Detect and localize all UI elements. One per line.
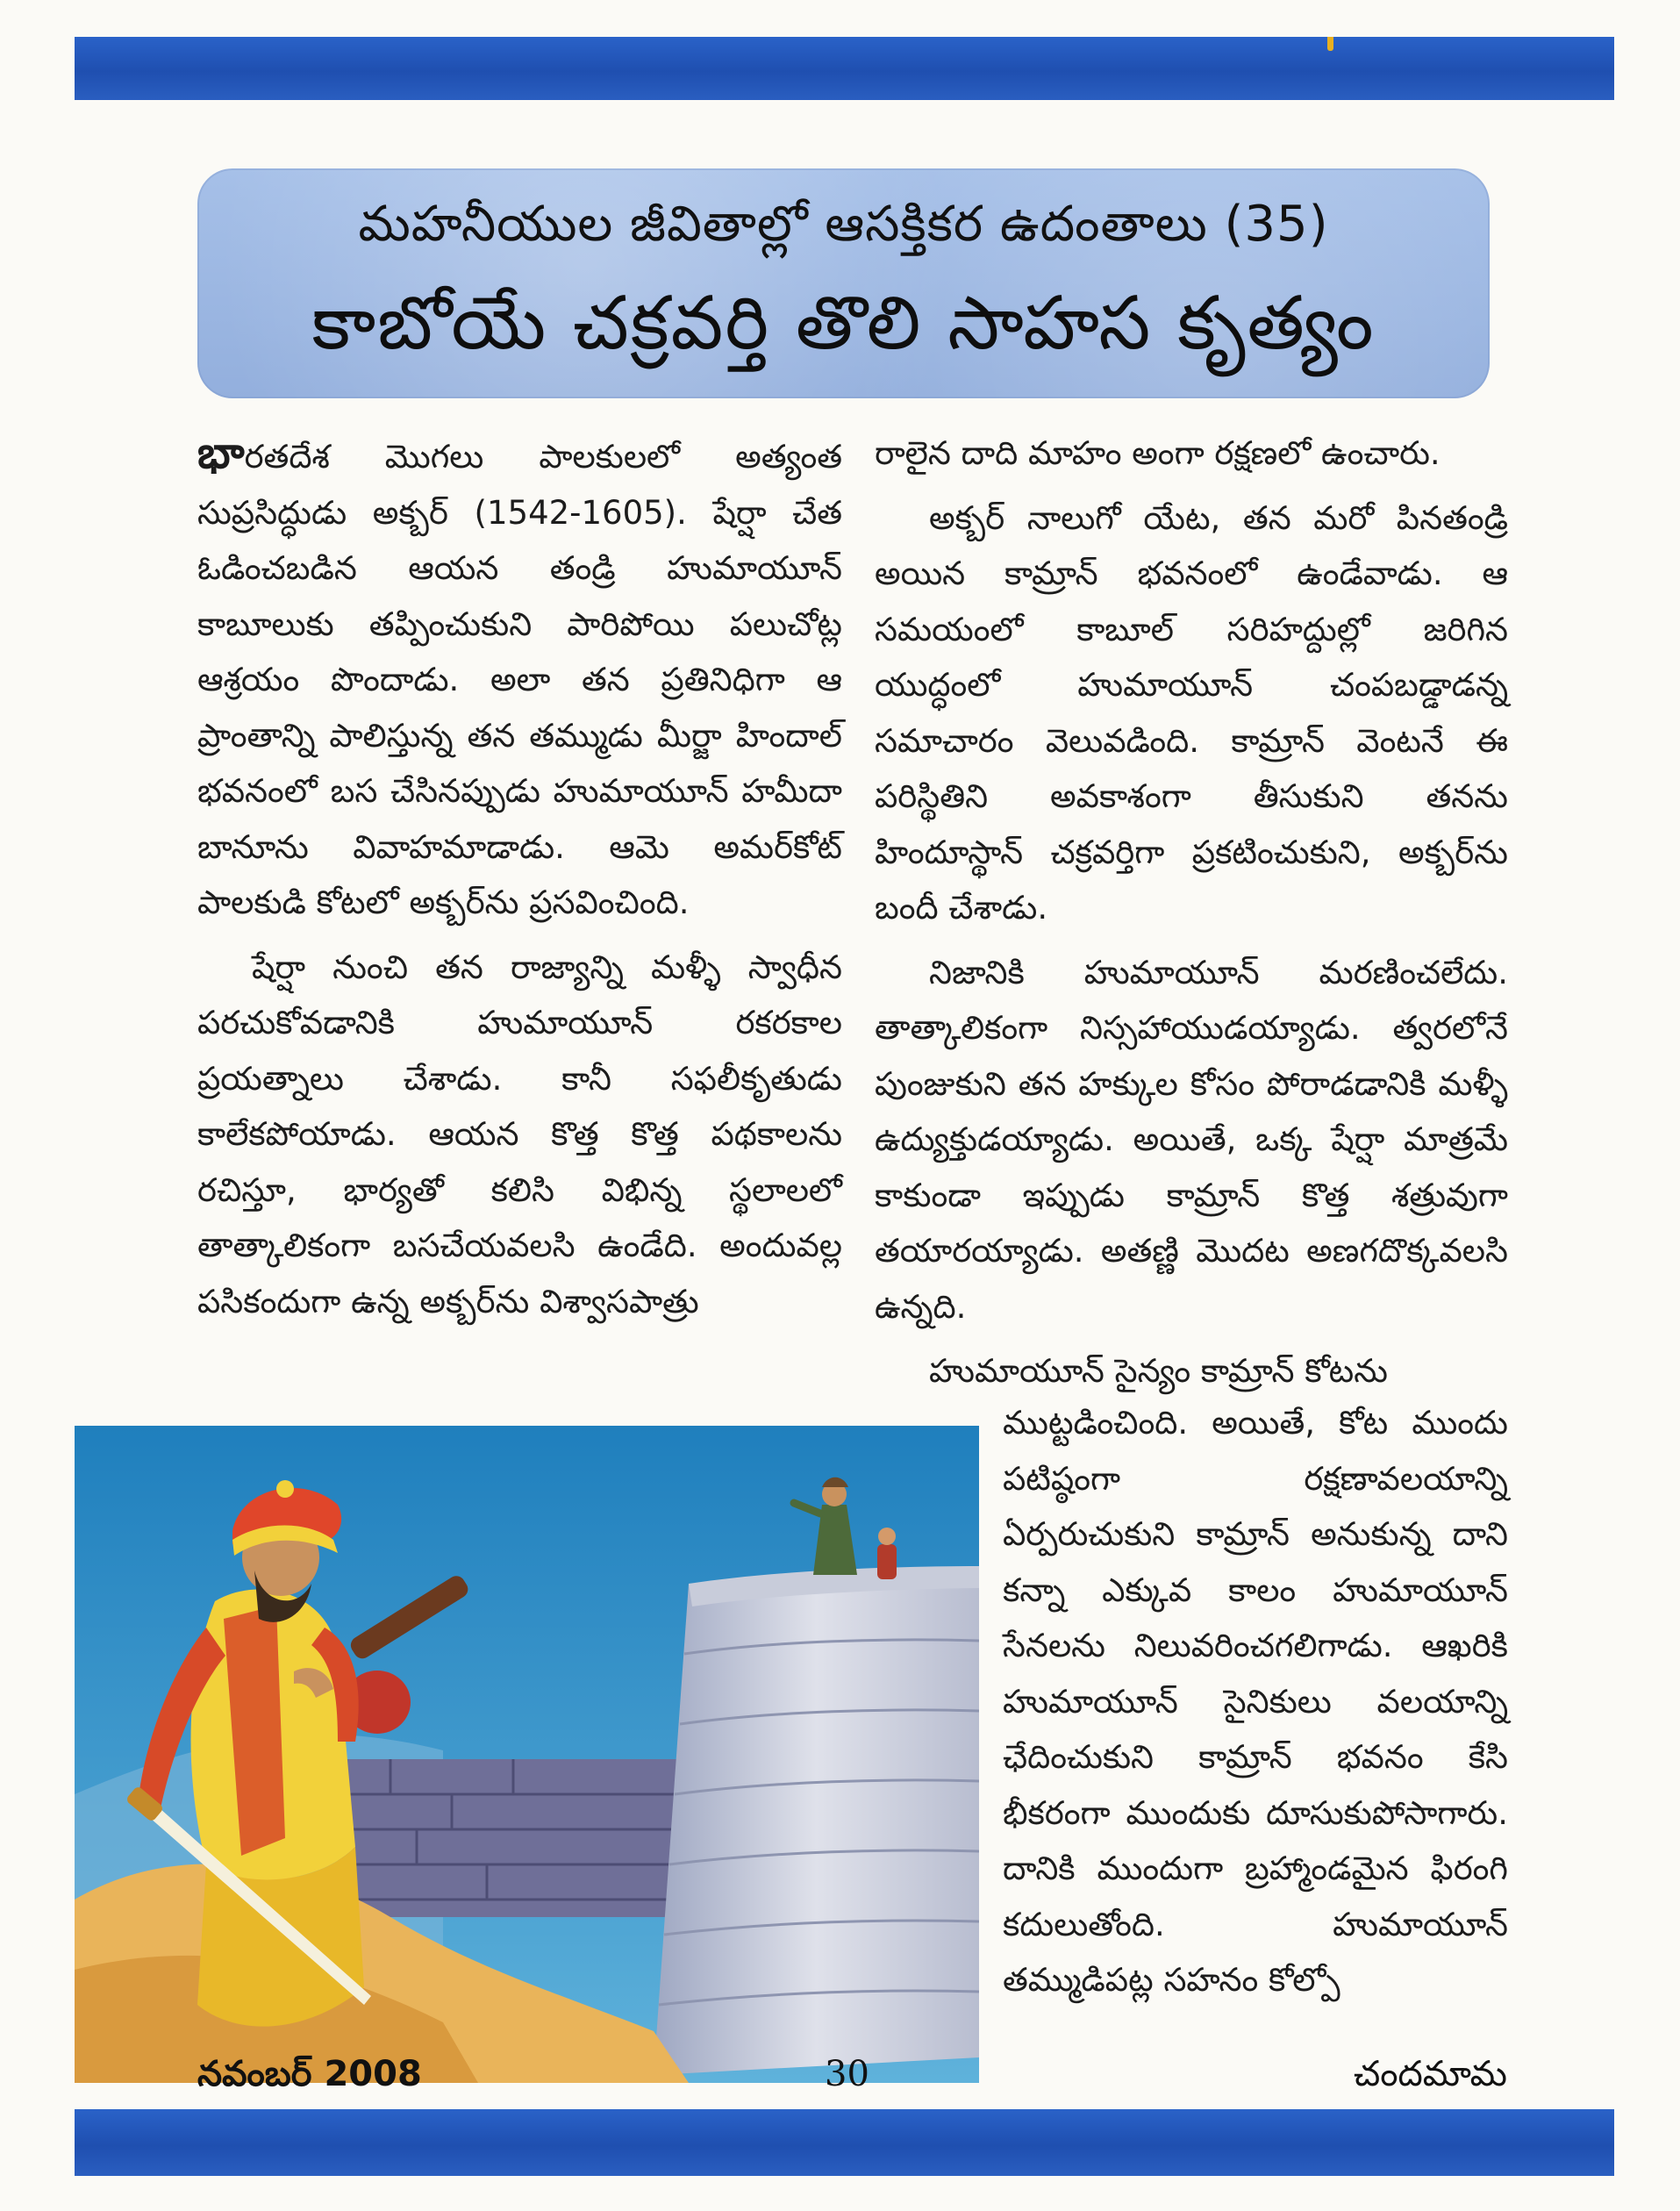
band-accent-mark [1327,37,1333,51]
paragraph: అక్బర్ నాలుగో యేట, తన మరో పినతండ్రి అయిన కామ్రాన్ భవనంలో ఉండేవాడు. ఆ సమయంలో కాబూల్ సరిహద్దుల్లో జరిగిన యుద్ధంలో హుమాయూన్ చంపబడ్డాడన్న సమాచారం వెలువడింది. కామ్రాన్ వెంటనే ఈ పరిస్థితిని అవకాశంగా తీసుకుని తనను హిందూస్థాన్ చక్రవర్తిగా ప్రకటించుకుని, అక్బర్‌ను బందీ చేశాడు. [875,498,1508,927]
fort-wall [338,1759,724,1917]
paragraph: ముట్టడించింది. అయితే, కోట ముందు పటిష్ఠంగా రక్షణావలయాన్ని ఏర్పరుచుకుని కామ్రాన్ అనుకున్న దాని కన్నా ఎక్కువ కాలం హుమాయూన్ సేనలను నిలువరించగలిగాడు. ఆఖరికి హుమాయూన్ సైనికులు వలయాన్ని ఛేదించుకుని కామ్రాన్ భవనం కేసి భీకరంగా ముందుకు దూసుకుపోసాగారు. దానికి ముందుగా బ్రహ్మాండమైన ఫిరంగి కదులుతోంది. హుమాయూన్ తమ్ముడిపట్ల సహనం కోల్పో [1003,1404,1508,1999]
paragraph [197,426,842,931]
article-column-left [197,426,842,1329]
article-column-right-continued [1003,1395,1508,2008]
child-on-tower [877,1528,897,1579]
paragraph: రాలైన దాది మాహం అంగా రక్షణలో ఉంచారు. [875,434,1441,472]
bottom-color-band [75,2109,1614,2176]
page-number: 30 [825,2054,869,2094]
story-illustration [75,1426,979,2083]
paragraph: షేర్షా నుంచి తన రాజ్యాన్ని మళ్ళీ స్వాధీన పరచుకోవడానికి హుమాయూన్ రకరకాల ప్రయత్నాలు చేశాడు. కానీ సఫలీకృతుడు కాలేకపోయాడు. ఆయన కొత్త కొత్త పథకాలను రచిస్తూ, భార్యతో కలిసి విభిన్న స్థలాలలో తాత్కాలికంగా బసచేయవలసి ఉండేది. అందువల్ల పసికందుగా ఉన్న అక్బర్‌ను విశ్వాసపాత్రు [197,948,842,1320]
magazine-name: చందమామ [1353,2054,1507,2094]
paragraph-text: రతదేశ మొగలు పాలకులలో అత్యంత సుప్రసిద్ధుడు అక్బర్ (1542-1605). షేర్షా చేత ఓడించబడిన ఆయన తండ్రి హుమాయూన్ కాబూలుకు తప్పించుకుని పారిపోయి పలుచోట్ల ఆశ్రయం పొందాడు. అలా తన ప్రతినిధిగా ఆ ప్రాంతాన్ని పాలిస్తున్న తన తమ్ముడు మీర్జా హిందాల్ భవనంలో బస చేసినప్పుడు హుమాయూన్ హమీదా బానూను వివాహమాడాడు. ఆమె అమర్‌కోట్ పాలకుడి కోటలో అక్బర్‌ను ప్రసవించింది. [197,438,842,921]
top-color-band [75,37,1614,100]
series-title: మహనీయుల జీవితాల్లో ఆసక్తికర ఉదంతాలు (35) [358,196,1329,253]
title-banner [197,168,1490,398]
article-headline: కాబోయే చక్రవర్తి తొలి సాహస కృత్యం [311,280,1376,366]
issue-date: నవంబర్ 2008 [197,2054,422,2094]
illustration-svg [75,1426,979,2083]
paragraph: హుమాయూన్ సైన్యం కామ్రాన్ కోటను [929,1352,1388,1390]
paragraph: నిజానికి హుమాయూన్ మరణించలేదు. తాత్కాలికంగా నిస్సహాయుడయ్యాడు. త్వరలోనే పుంజుకుని తన హక్కుల కోసం పోరాడడానికి మళ్ళీ ఉద్యుక్తుడయ్యాడు. అయితే, ఒక్క షేర్షా మాత్రమే కాకుండా ఇప్పుడు కామ్రాన్ కొత్త శత్రువుగా తయారయ్యాడు. అతణ్ణి మొదట అణగదొక్కవలసి ఉన్నది. [875,953,1508,1326]
drop-cap: భా [197,427,245,478]
article-column-right [875,426,1508,1399]
